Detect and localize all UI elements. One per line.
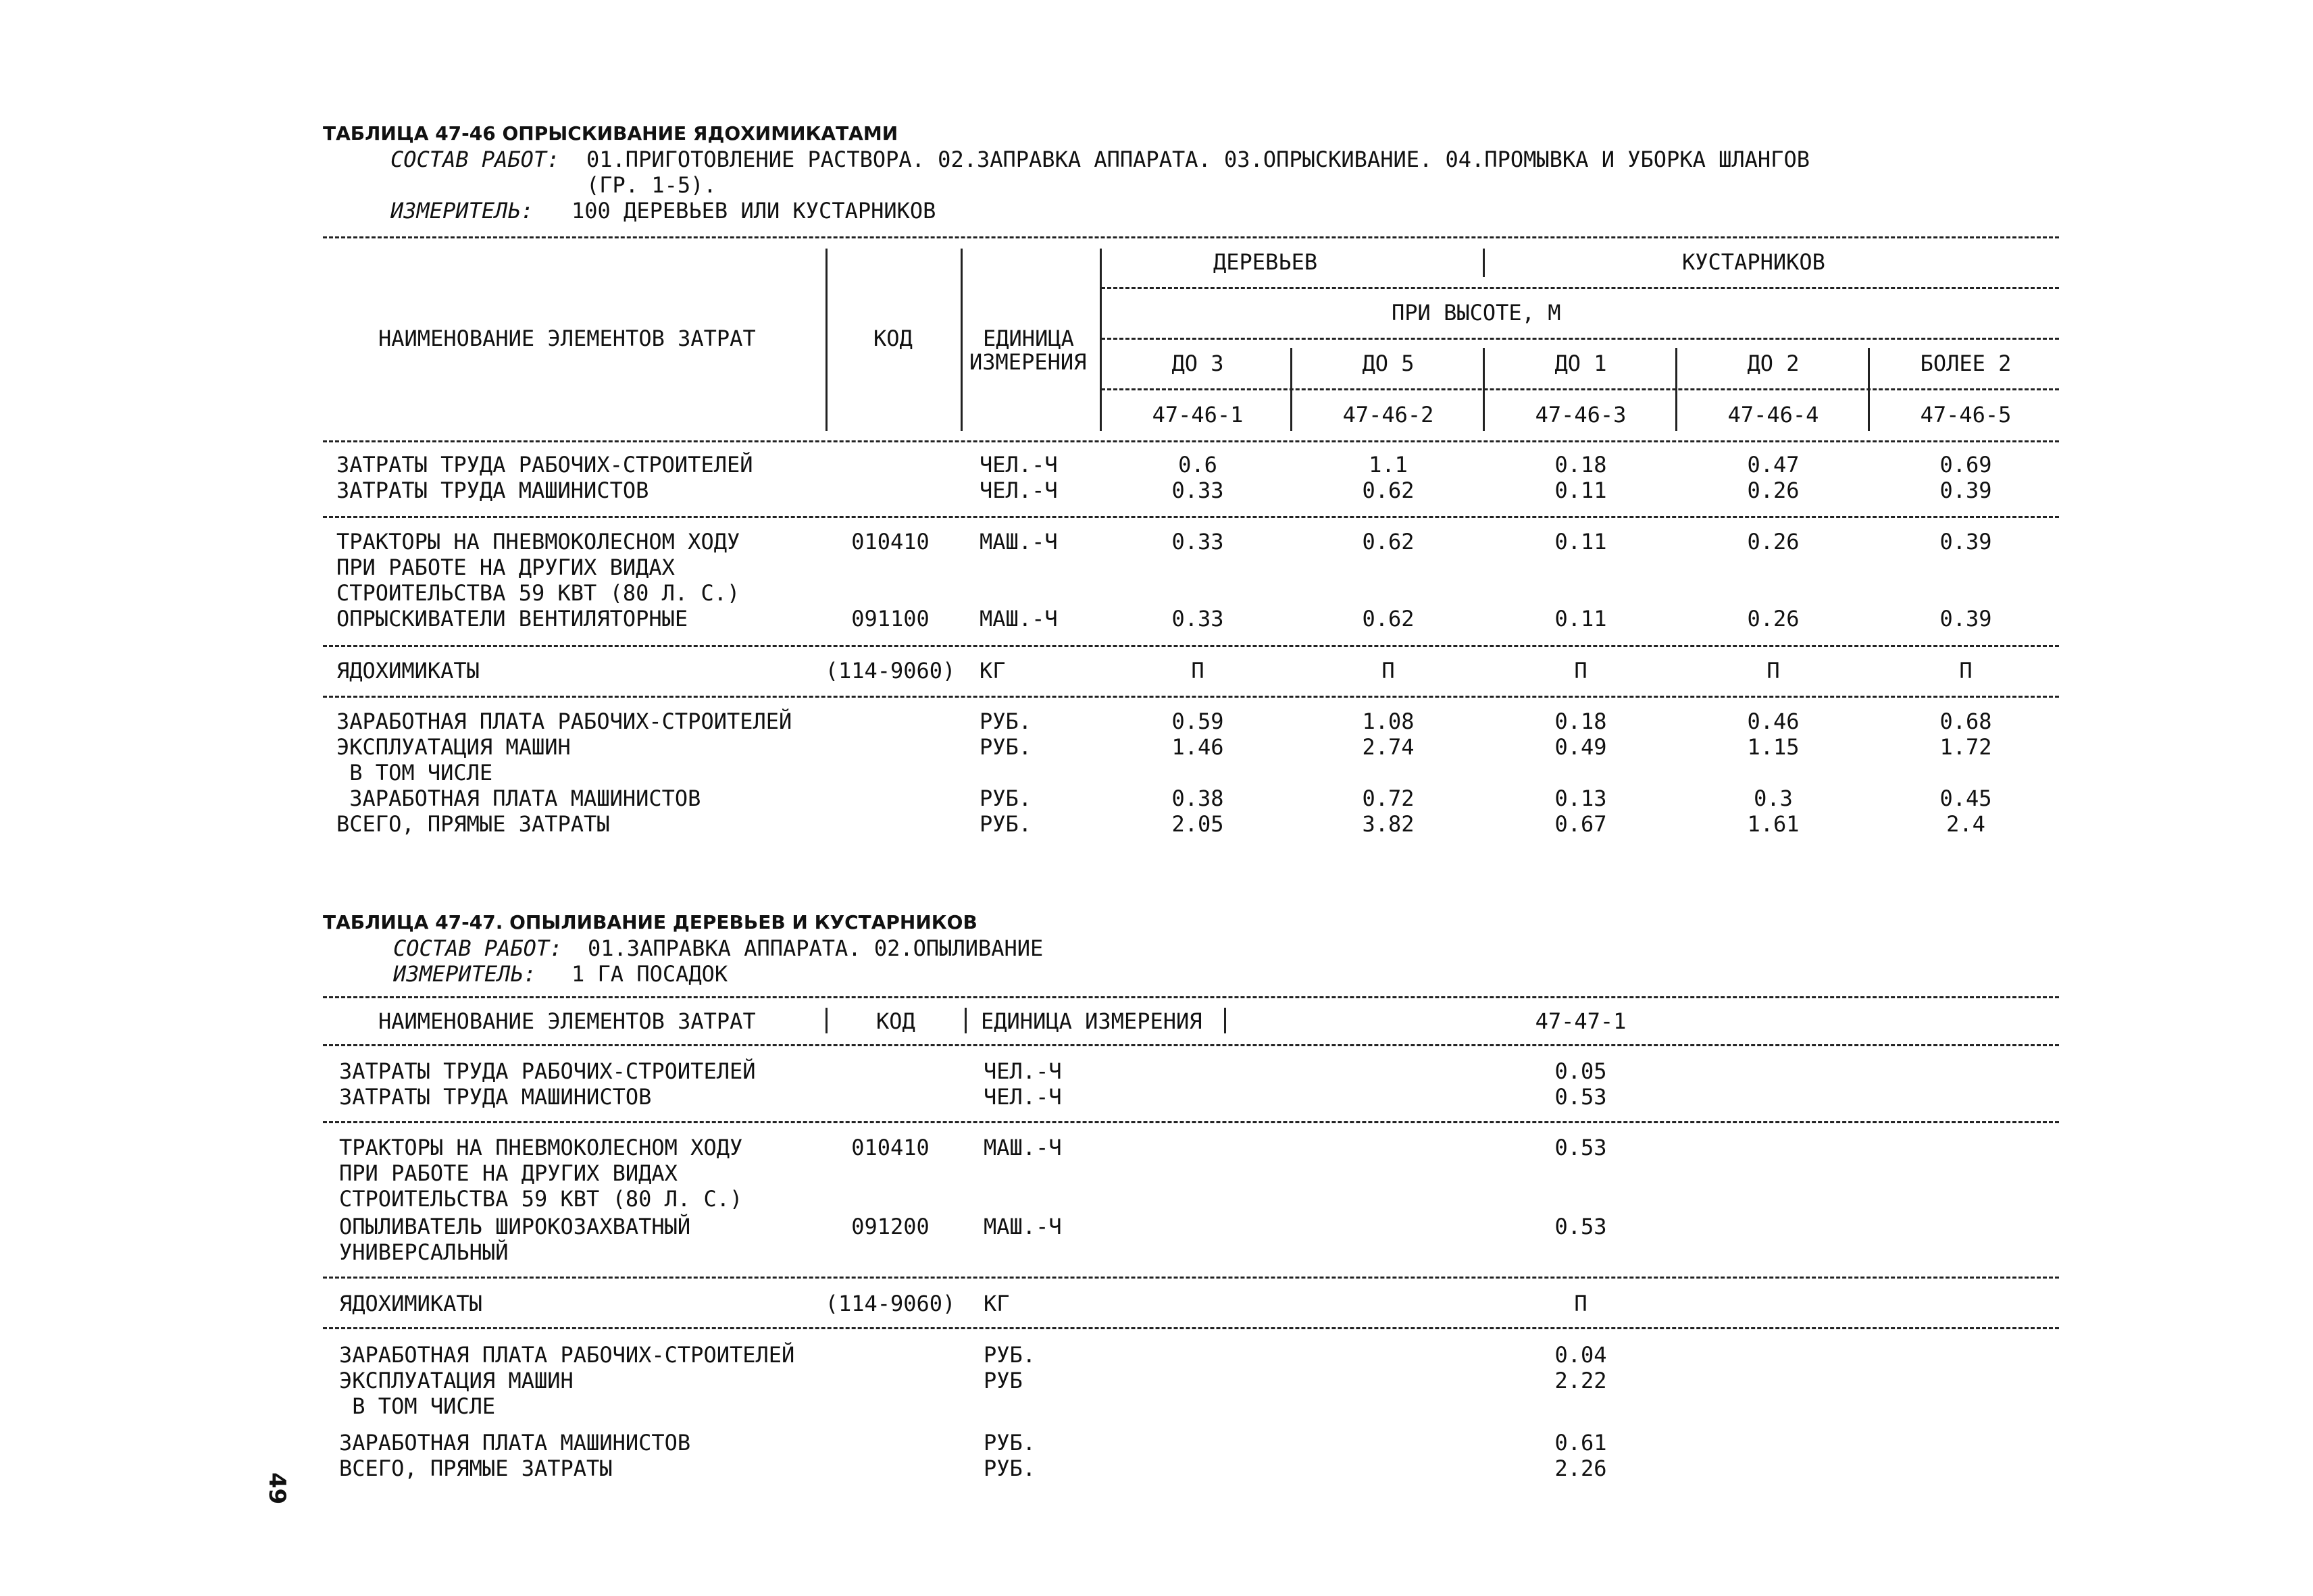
column-header-unit-line2: ИЗМЕРЕНИЯ: [969, 349, 1087, 375]
row-name: ЗАРАБОТНАЯ ПЛАТА МАШИНИСТОВ: [336, 786, 701, 811]
row-value: 2.26: [1554, 1456, 1607, 1481]
row-value: 0.53: [1554, 1084, 1607, 1110]
column-code-1: 47-47-1: [1535, 1008, 1627, 1034]
divider: [323, 440, 2059, 442]
row-value-4: 1.15: [1747, 734, 1800, 760]
column-header-unit: ЕДИНИЦА ИЗМЕРЕНИЯ: [981, 1008, 1202, 1034]
divider: [323, 1327, 2059, 1329]
divider: [323, 516, 2059, 518]
row-value-5: 0.45: [1939, 786, 1992, 811]
row-unit: МАШ.-Ч: [984, 1135, 1062, 1160]
column-separator: [825, 1008, 828, 1033]
column-separator: [1483, 249, 1485, 277]
row-value-3: 0.11: [1554, 478, 1607, 503]
column-code-5: 47-46-5: [1920, 402, 2012, 428]
row-name: ВСЕГО, ПРЯМЫЕ ЗАТРАТЫ: [339, 1456, 613, 1481]
row-unit: МАШ.-Ч: [980, 606, 1058, 632]
row-value-2: 1.08: [1362, 709, 1415, 734]
row-value-5: 0.39: [1939, 606, 1992, 632]
row-value-5: 0.69: [1939, 452, 1992, 478]
row-value-3: 0.11: [1554, 529, 1607, 555]
row-value-1: 2.05: [1171, 811, 1224, 837]
row-name: ВСЕГО, ПРЯМЫЕ ЗАТРАТЫ: [336, 811, 610, 837]
row-unit: ЧЕЛ.-Ч: [984, 1058, 1062, 1084]
column-separator: [1290, 348, 1292, 431]
divider: [323, 645, 2059, 647]
row-unit: РУБ.: [980, 811, 1032, 837]
column-header-code: КОД: [873, 326, 913, 351]
row-name: ЯДОХИМИКАТЫ: [339, 1291, 482, 1316]
column-group-shrubs: КУСТАРНИКОВ: [1682, 249, 1825, 275]
row-name: ТРАКТОРЫ НА ПНЕВМОКОЛЕСНОМ ХОДУ: [339, 1135, 743, 1160]
row-code: 091200: [851, 1214, 930, 1239]
row-unit: МАШ.-Ч: [984, 1214, 1062, 1239]
row-name: ТРАКТОРЫ НА ПНЕВМОКОЛЕСНОМ ХОДУ: [336, 529, 740, 555]
row-unit: КГ: [984, 1291, 1010, 1316]
column-separator: [965, 1008, 967, 1033]
column-group-trees: ДЕРЕВЬЕВ: [1213, 249, 1318, 275]
row-unit: РУБ.: [980, 734, 1032, 760]
table-46-composition-label: СОСТАВ РАБОТ:: [390, 147, 560, 172]
row-value-5: П: [1959, 658, 1973, 684]
row-value-2: 0.72: [1362, 786, 1415, 811]
table-46-measure-label: ИЗМЕРИТЕЛЬ:: [390, 198, 534, 224]
row-value-2: 0.62: [1362, 529, 1415, 555]
row-value-2: 0.62: [1362, 606, 1415, 632]
row-name: ЗАРАБОТНАЯ ПЛАТА РАБОЧИХ-СТРОИТЕЛЕЙ: [339, 1342, 795, 1368]
row-name: СТРОИТЕЛЬСТВА 59 КВТ (80 Л. С.): [339, 1186, 743, 1212]
column-header-name: НАИМЕНОВАНИЕ ЭЛЕМЕНТОВ ЗАТРАТ: [378, 326, 756, 351]
row-unit: ЧЕЛ.-Ч: [980, 478, 1058, 503]
column-separator: [1224, 1008, 1226, 1033]
divider: [1101, 388, 2059, 390]
row-value-5: 0.68: [1939, 709, 1992, 734]
page-number: 49: [263, 1472, 290, 1505]
divider: [323, 1121, 2059, 1123]
row-value: 2.22: [1554, 1368, 1607, 1393]
row-value-1: П: [1191, 658, 1204, 684]
row-unit: МАШ.-Ч: [980, 529, 1058, 555]
row-value-2: П: [1381, 658, 1395, 684]
column-separator: [825, 249, 828, 431]
row-value-3: 0.18: [1554, 709, 1607, 734]
subheader-2: ДО 5: [1362, 351, 1415, 376]
row-value-3: 0.67: [1554, 811, 1607, 837]
column-code-2: 47-46-2: [1342, 402, 1434, 428]
row-name: ЗАТРАТЫ ТРУДА РАБОЧИХ-СТРОИТЕЛЕЙ: [339, 1058, 756, 1084]
row-name: В ТОМ ЧИСЛЕ: [336, 760, 493, 786]
row-value-1: 0.6: [1178, 452, 1217, 478]
row-code: (114-9060): [825, 658, 956, 684]
row-unit: ЧЕЛ.-Ч: [980, 452, 1058, 478]
divider: [323, 1277, 2059, 1279]
divider: [323, 236, 2059, 238]
divider: [323, 996, 2059, 998]
column-code-1: 47-46-1: [1152, 402, 1244, 428]
table-46-measure-text: 100 ДЕРЕВЬЕВ ИЛИ КУСТАРНИКОВ: [571, 198, 936, 224]
row-unit: КГ: [980, 658, 1006, 684]
row-value-5: 0.39: [1939, 529, 1992, 555]
table-47-title: ТАБЛИЦА 47-47. ОПЫЛИВАНИЕ ДЕРЕВЬЕВ И КУСТАРНИКОВ: [323, 911, 977, 933]
row-value-1: 0.59: [1171, 709, 1224, 734]
row-value-3: 0.18: [1554, 452, 1607, 478]
row-unit: РУБ.: [984, 1342, 1036, 1368]
row-name: ЭКСПЛУАТАЦИЯ МАШИН: [339, 1368, 574, 1393]
row-name: СТРОИТЕЛЬСТВА 59 КВТ (80 Л. С.): [336, 580, 740, 606]
row-value-1: 0.33: [1171, 529, 1224, 555]
subheader-5: БОЛЕЕ 2: [1920, 351, 2012, 376]
column-header-name: НАИМЕНОВАНИЕ ЭЛЕМЕНТОВ ЗАТРАТ: [378, 1008, 756, 1034]
row-name: ЗАРАБОТНАЯ ПЛАТА МАШИНИСТОВ: [339, 1430, 691, 1456]
row-value-5: 1.72: [1939, 734, 1992, 760]
row-value-4: 0.46: [1747, 709, 1800, 734]
table-47-composition-text: 01.ЗАПРАВКА АППАРАТА. 02.ОПЫЛИВАНИЕ: [588, 935, 1044, 961]
row-value-3: П: [1574, 658, 1587, 684]
row-name: ПРИ РАБОТЕ НА ДРУГИХ ВИДАХ: [339, 1160, 678, 1186]
row-value-2: 2.74: [1362, 734, 1415, 760]
column-separator: [961, 249, 963, 431]
row-value: П: [1574, 1291, 1587, 1316]
row-unit: РУБ.: [984, 1430, 1036, 1456]
row-name: ЗАРАБОТНАЯ ПЛАТА РАБОЧИХ-СТРОИТЕЛЕЙ: [336, 709, 792, 734]
subheader-1: ДО 3: [1171, 351, 1224, 376]
row-name: В ТОМ ЧИСЛЕ: [339, 1393, 496, 1419]
row-value-1: 0.38: [1171, 786, 1224, 811]
subheader-3: ДО 1: [1554, 351, 1607, 376]
row-value-2: 3.82: [1362, 811, 1415, 837]
row-unit: РУБ.: [980, 786, 1032, 811]
column-separator: [1675, 348, 1677, 431]
row-code: 091100: [851, 606, 930, 632]
row-value-5: 0.39: [1939, 478, 1992, 503]
divider: [323, 1044, 2059, 1046]
column-separator: [1100, 249, 1102, 431]
row-value-4: 0.26: [1747, 529, 1800, 555]
row-value-4: П: [1766, 658, 1780, 684]
row-value: 0.53: [1554, 1135, 1607, 1160]
divider: [1101, 338, 2059, 340]
row-name: ОПЫЛИВАТЕЛЬ ШИРОКОЗАХВАТНЫЙ: [339, 1214, 691, 1239]
row-unit: РУБ: [984, 1368, 1023, 1393]
row-unit: РУБ.: [984, 1456, 1036, 1481]
column-header-code: КОД: [876, 1008, 915, 1034]
row-value: 0.61: [1554, 1430, 1607, 1456]
row-value-3: 0.13: [1554, 786, 1607, 811]
row-value: 0.05: [1554, 1058, 1607, 1084]
row-unit: РУБ.: [980, 709, 1032, 734]
row-value-4: 0.47: [1747, 452, 1800, 478]
row-value-1: 0.33: [1171, 606, 1224, 632]
row-name: ЯДОХИМИКАТЫ: [336, 658, 480, 684]
row-unit: ЧЕЛ.-Ч: [984, 1084, 1062, 1110]
divider: [1101, 287, 2059, 289]
column-header-height: ПРИ ВЫСОТЕ, М: [1392, 300, 1561, 326]
subheader-4: ДО 2: [1747, 351, 1800, 376]
column-separator: [1868, 348, 1870, 431]
row-value-4: 0.26: [1747, 606, 1800, 632]
row-name: ЗАТРАТЫ ТРУДА МАШИНИСТОВ: [336, 478, 649, 503]
row-name: ЭКСПЛУАТАЦИЯ МАШИН: [336, 734, 571, 760]
column-code-3: 47-46-3: [1535, 402, 1627, 428]
row-value-2: 0.62: [1362, 478, 1415, 503]
table-46-title: ТАБЛИЦА 47-46 ОПРЫСКИВАНИЕ ЯДОХИМИКАТАМИ: [323, 122, 898, 145]
row-code: (114-9060): [825, 1291, 956, 1316]
row-value-2: 1.1: [1369, 452, 1408, 478]
row-value-5: 2.4: [1946, 811, 1985, 837]
table-46-composition-text: 01.ПРИГОТОВЛЕНИЕ РАСТВОРА. 02.ЗАПРАВКА АППАРАТА. 03.ОПРЫСКИВАНИЕ. 04.ПРОМЫВКА И УБОРКА ШЛАНГОВ: [586, 147, 1810, 172]
column-separator: [1483, 348, 1485, 431]
row-value-4: 1.61: [1747, 811, 1800, 837]
row-name: ОПРЫСКИВАТЕЛИ ВЕНТИЛЯТОРНЫЕ: [336, 606, 688, 632]
row-name: ЗАТРАТЫ ТРУДА МАШИНИСТОВ: [339, 1084, 652, 1110]
row-value-3: 0.11: [1554, 606, 1607, 632]
row-name: ПРИ РАБОТЕ НА ДРУГИХ ВИДАХ: [336, 555, 675, 580]
table-46-composition-cont: (ГР. 1-5).: [586, 172, 717, 198]
row-code: 010410: [851, 1135, 930, 1160]
row-name: УНИВЕРСАЛЬНЫЙ: [339, 1239, 509, 1265]
row-code: 010410: [851, 529, 930, 555]
table-47-composition-label: СОСТАВ РАБОТ:: [393, 935, 563, 961]
table-47-measure-label: ИЗМЕРИТЕЛЬ:: [393, 961, 536, 987]
row-value: 0.04: [1554, 1342, 1607, 1368]
row-value-4: 0.26: [1747, 478, 1800, 503]
row-value-1: 1.46: [1171, 734, 1224, 760]
row-value-3: 0.49: [1554, 734, 1607, 760]
column-header-unit: ЕДИНИЦА: [983, 326, 1074, 351]
row-name: ЗАТРАТЫ ТРУДА РАБОЧИХ-СТРОИТЕЛЕЙ: [336, 452, 753, 478]
row-value: 0.53: [1554, 1214, 1607, 1239]
row-value-4: 0.3: [1754, 786, 1793, 811]
table-47-measure-text: 1 ГА ПОСАДОК: [571, 961, 728, 987]
column-code-4: 47-46-4: [1727, 402, 1819, 428]
divider: [323, 696, 2059, 698]
row-value-1: 0.33: [1171, 478, 1224, 503]
